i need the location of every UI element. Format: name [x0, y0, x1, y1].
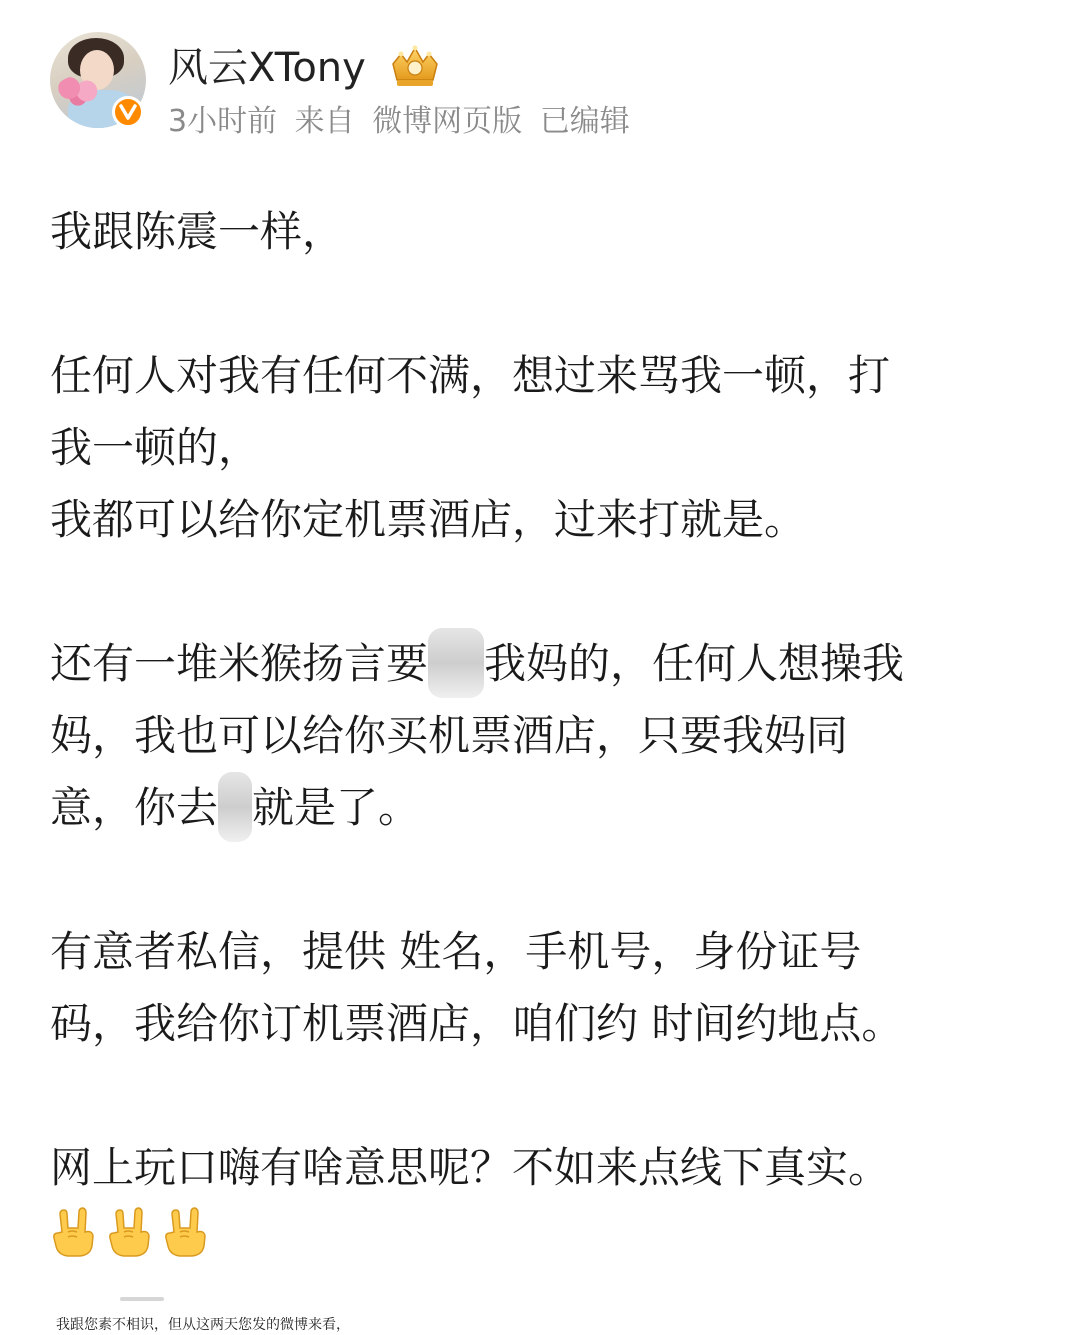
- paragraph-3: [50, 628, 1035, 844]
- paragraph-4: [50, 916, 1035, 1060]
- paragraph-4-line-1: 有意者私信，提供 姓名，手机号，身份证号: [50, 927, 862, 976]
- post-header: [50, 32, 1030, 142]
- paragraph-5: [50, 1132, 1035, 1204]
- crown-badge-icon[interactable]: [387, 44, 443, 92]
- paragraph-5-text: 网上玩口嗨有啥意思呢？不如来点线下真实。: [50, 1143, 891, 1192]
- paragraph-2: [50, 340, 1035, 556]
- post-source-prefix: 来自: [294, 104, 355, 139]
- paragraph-2-line-1: 任何人对我有任何不满，想过来骂我一顿，打: [50, 351, 891, 400]
- post-meta: [168, 102, 638, 142]
- paragraph-3-text-b: 我妈的，任何人想操我: [484, 639, 905, 688]
- paragraph-3-text-c: 意，你去: [50, 783, 219, 832]
- avatar-flowers: [56, 76, 100, 106]
- paragraph-3-text-a: 还有一堆米猴扬言要: [50, 639, 429, 688]
- post-source[interactable]: 微博网页版: [372, 104, 523, 139]
- author-name[interactable]: 风云XTony: [168, 45, 366, 91]
- paragraph-3-text-d: 就是了。: [252, 783, 421, 832]
- paragraph-2-line-3: 我都可以给你定机票酒店，过来打就是。: [50, 495, 807, 544]
- censor-blur: [218, 772, 252, 842]
- embedded-image-text: 我跟您素不相识，但从这两天您发的微博来看，: [56, 1317, 350, 1333]
- paragraph-1-text: 我跟陈震一样，: [50, 207, 345, 256]
- post-body: [50, 196, 1035, 1276]
- rock-hand-icon: [48, 1206, 98, 1258]
- verified-v-glyph: [119, 104, 137, 120]
- paragraph-1: [50, 196, 1035, 268]
- divider: [120, 1297, 164, 1301]
- rock-hand-icon: [104, 1206, 154, 1258]
- verified-v-icon: [112, 96, 144, 128]
- rock-hand-icon: [160, 1206, 210, 1258]
- post-edited[interactable]: 已编辑: [539, 104, 630, 139]
- paragraph-4-line-2: 码，我给你订机票酒店，咱们约 时间约地点。: [50, 999, 904, 1048]
- censor-blur: [428, 628, 484, 698]
- post-time: 3小时前: [168, 104, 278, 139]
- paragraph-2-line-2: 我一顿的，: [50, 423, 261, 472]
- emoji-row: [48, 1206, 210, 1258]
- paragraph-3-line-2: 妈，我也可以给你买机票酒店，只要我妈同: [50, 711, 849, 760]
